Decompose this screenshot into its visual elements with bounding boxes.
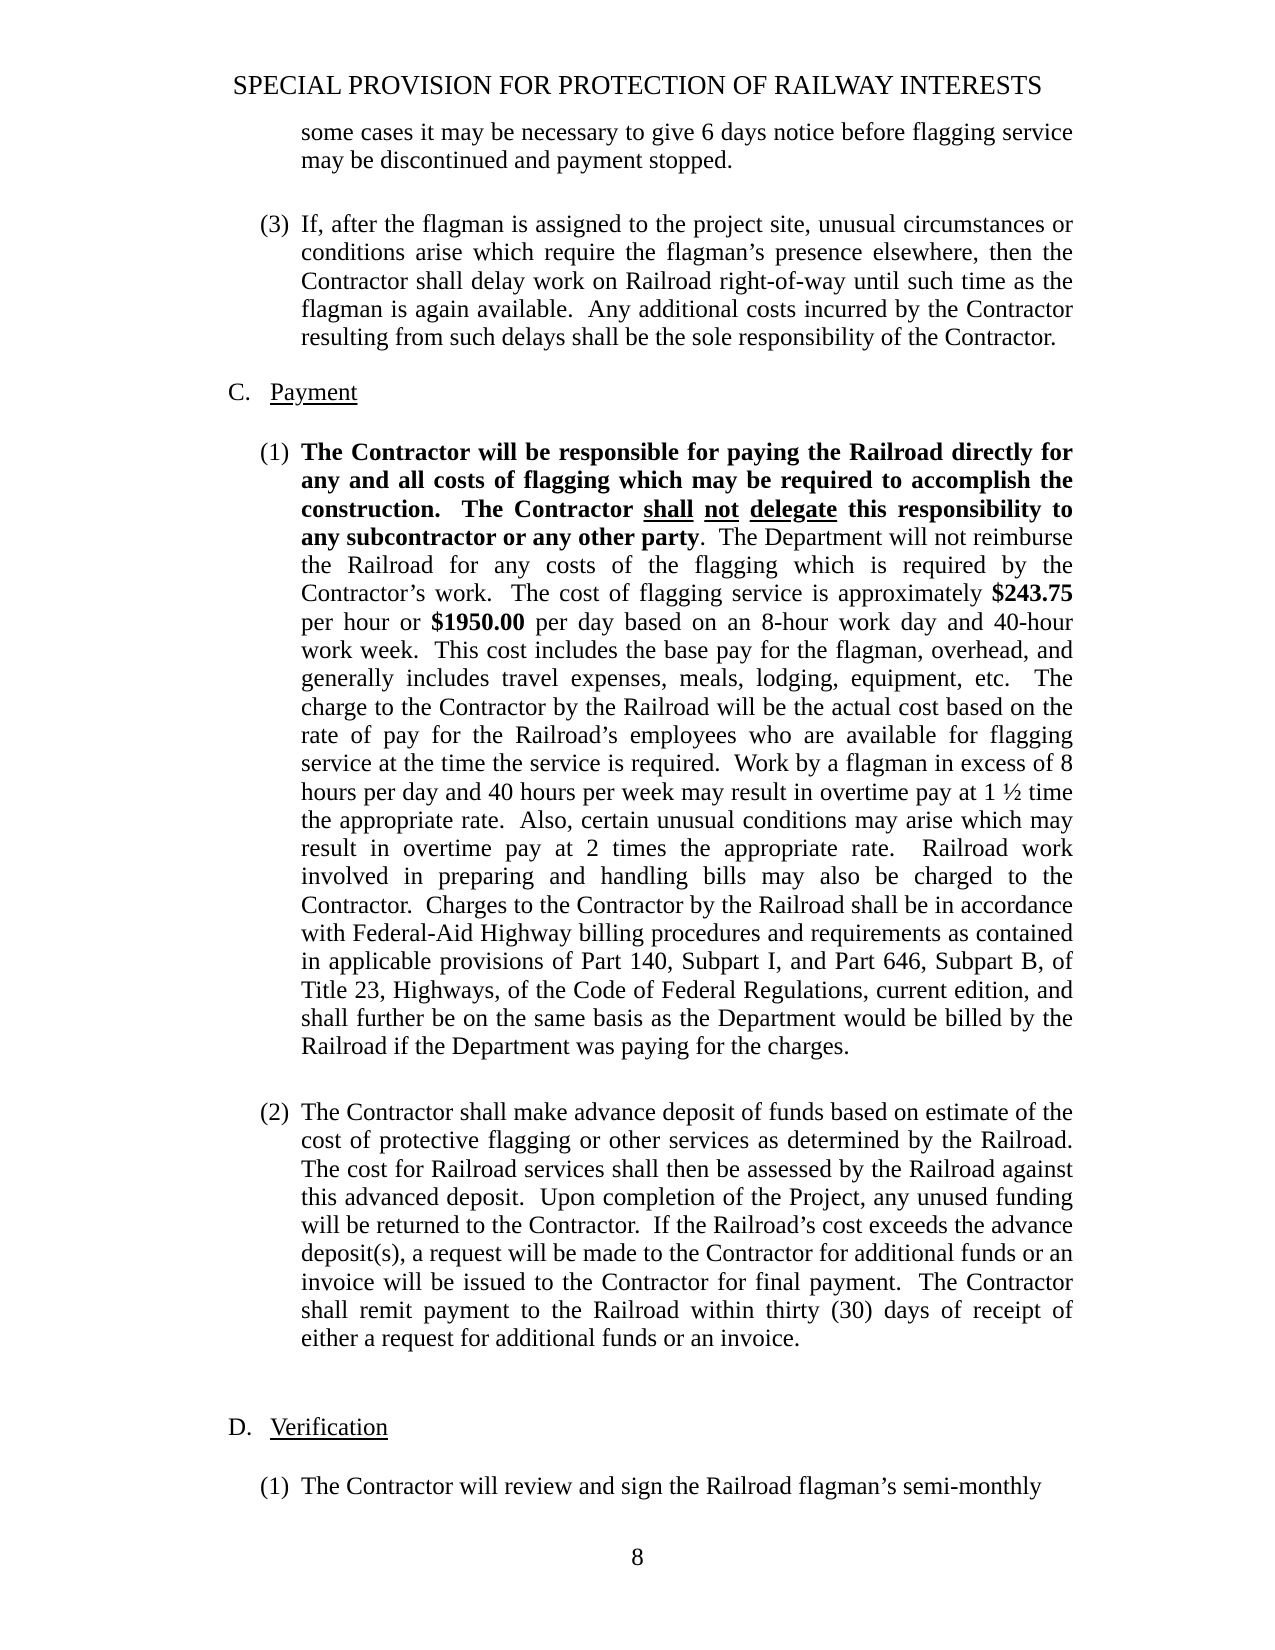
paragraph-text: The Contractor will review and sign the Railroad flagman’s semi-monthly [301, 1473, 1042, 1500]
section-heading-verification [228, 1414, 388, 1442]
paragraph-text: The Contractor shall make advance deposit of funds based on estimate of the cost of protective flagging or other services as determined by the Railroad. The cost for Railroad services shall then be assessed by the Railroad against this advanced deposit. Upon completion of the Project, any unused funding will be returned to the Contractor. If the Railroad’s cost exceeds the advance deposit(s), a request will be made to the Contractor for additional funds or an invoice will be issued to the Contractor for final payment. The Contractor shall remit payment to the Railroad within thirty (30) days of receipt of either a request for additional funds or an invoice. [301, 1099, 1086, 1353]
list-marker: (2) [260, 1099, 290, 1126]
section-title: Verification [270, 1414, 389, 1441]
paragraph-text: If, after the flagman is assigned to the project site, unusual circumstances or conditions arise which require the flagman’s presence elsewhere, then the Contractor shall delay work on Railroad right-of-way until such time as the flagman is again available. Any additional costs incurred by the Contractor resulting from such delays shall be the sole responsibility of the Contractor. [301, 211, 1080, 352]
paragraph-text: The Contractor will be responsible for paying the Railroad directly for any and all costs of flagging which may be required to accomplish the construction. The Contractor shall not delegate this responsibility to any subcontractor or any other party. The Department will not reimburse the Railroad for any costs of the flagging which is required by the Contractor’s work. The cost of flagging service is approximately $243.75 per hour or $1950.00 per day based on an 8-hour work day and 40-hour work week. This cost includes the base pay for the flagman, overhead, and generally includes travel expenses, meals, lodging, equipment, etc. The charge to the Contractor by the Railroad will be the actual cost based on the rate of pay for the Railroad’s employees who are available for flagging service at the time the service is required. Work by a flagman in excess of 8 hours per day and 40 hours per week may result in overtime pay at 1 ½ time the appropriate rate. Also, certain unusual conditions may arise which may result in overtime pay at 2 times the appropriate rate. Railroad work involved in preparing and handling bills may also be charged to the Contractor. Charges to the Contractor by the Railroad shall be in accordance with Federal-Aid Highway billing procedures and requirements as contained in applicable provisions of Part 140, Subpart I, and Part 646, Subpart B, of Title 23, Highways, of the Code of Federal Regulations, current edition, and shall further be on the same basis as the Department would be billed by the Railroad if the Department was paying for the charges. [301, 439, 1080, 1061]
continuation-paragraph: some cases it may be necessary to give 6 days notice before flagging service may be discontinued and payment stopped. [301, 119, 1080, 175]
page-number: 8 [631, 1544, 644, 1571]
section-title: Payment [270, 379, 358, 406]
document-title: SPECIAL PROVISION FOR PROTECTION OF RAILWAY INTERESTS [232, 70, 1043, 100]
list-item-payment-2 [260, 1099, 1086, 1354]
list-item-3 [260, 211, 1080, 352]
list-marker: (1) [260, 439, 290, 466]
list-marker: (1) [260, 1473, 290, 1500]
list-item-verification-1 [260, 1473, 1073, 1501]
list-marker: (3) [260, 211, 290, 238]
section-heading-payment [228, 379, 358, 407]
list-item-payment-1 [260, 439, 1080, 1062]
section-letter: C. [228, 379, 251, 406]
section-letter: D. [228, 1414, 253, 1441]
